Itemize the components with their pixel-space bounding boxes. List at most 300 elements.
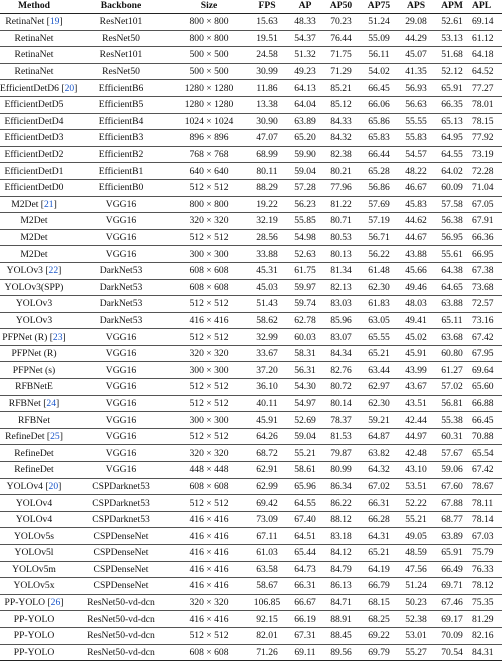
method-name: M2Det xyxy=(20,232,48,244)
table-row xyxy=(0,627,502,644)
cell-size: 512 × 512 xyxy=(172,379,246,396)
cell-ap75: 65.21 xyxy=(360,345,398,362)
cell-fps: 32.19 xyxy=(246,213,288,230)
cell-fps: 15.63 xyxy=(246,14,288,31)
cell-method: RFBNet [24] xyxy=(0,395,70,412)
cell-ap50: 78.37 xyxy=(322,412,360,429)
cell-aps: 44.67 xyxy=(398,229,434,246)
cell-method xyxy=(0,229,70,246)
cell-fps: 32.99 xyxy=(246,329,288,346)
method-name: PP-YOLO xyxy=(13,630,55,642)
cell-ap: 66.31 xyxy=(288,578,322,595)
cell-backbone: CSPDarknet53 xyxy=(70,495,172,512)
cell-fps: 62.99 xyxy=(246,478,288,495)
table-row xyxy=(0,528,502,545)
header-apm: APM xyxy=(434,0,470,14)
method-name: RFBNet xyxy=(8,397,41,409)
cell-fps: 88.29 xyxy=(246,179,288,196)
cell-fps: 13.38 xyxy=(246,96,288,113)
cell-fps: 58.62 xyxy=(246,312,288,329)
cell-ap50: 86.22 xyxy=(322,495,360,512)
cell-backbone: VGG16 xyxy=(70,412,172,429)
cell-apm: 64.02 xyxy=(434,163,470,180)
cell-size: 1280 × 1280 xyxy=(172,96,246,113)
cell-backbone: CSPDenseNet xyxy=(70,545,172,562)
table-row xyxy=(0,296,502,313)
cell-fps: 19.22 xyxy=(246,196,288,213)
cell-ap50: 86.34 xyxy=(322,478,360,495)
cell-aps: 52.22 xyxy=(398,495,434,512)
cell-ap75: 61.83 xyxy=(360,296,398,313)
cell-ap: 52.69 xyxy=(288,412,322,429)
cell-ap75: 62.30 xyxy=(360,395,398,412)
cell-ap50: 84.32 xyxy=(322,130,360,147)
cell-aps: 46.67 xyxy=(398,179,434,196)
cell-fps: 69.42 xyxy=(246,495,288,512)
cell-ap: 57.28 xyxy=(288,179,322,196)
cell-apm: 65.91 xyxy=(434,545,470,562)
cell-ap75: 56.22 xyxy=(360,246,398,263)
cell-method xyxy=(0,47,70,64)
cell-apl: 73.16 xyxy=(470,312,502,329)
cell-fps: 24.58 xyxy=(246,47,288,64)
table-row xyxy=(0,246,502,263)
cell-ap: 58.61 xyxy=(288,462,322,479)
header-ap75: AP75 xyxy=(360,0,398,14)
cell-size: 896 × 896 xyxy=(172,130,246,147)
table-row xyxy=(0,611,502,628)
cell-apm: 56.81 xyxy=(434,395,470,412)
cell-apl: 78.15 xyxy=(470,113,502,130)
cell-size: 640 × 640 xyxy=(172,163,246,180)
cell-backbone: VGG16 xyxy=(70,462,172,479)
method-name: RefineDet xyxy=(14,447,54,459)
cell-fps: 82.01 xyxy=(246,627,288,644)
cell-ap50: 84.34 xyxy=(322,345,360,362)
method-name: PFPNet (s) xyxy=(12,364,56,376)
cell-ap75: 61.48 xyxy=(360,262,398,279)
cell-apm: 69.71 xyxy=(434,578,470,595)
cell-size: 500 × 500 xyxy=(172,47,246,64)
cell-aps: 56.63 xyxy=(398,96,434,113)
cell-apm: 57.58 xyxy=(434,196,470,213)
cell-method xyxy=(0,30,70,47)
cell-ap50: 88.45 xyxy=(322,627,360,644)
citation-link[interactable]: 23 xyxy=(52,331,63,343)
cell-ap: 62.78 xyxy=(288,312,322,329)
cell-backbone: VGG16 xyxy=(70,379,172,396)
method-name: EfficientDetD2 xyxy=(4,149,64,161)
table-row xyxy=(0,428,502,445)
cell-aps: 55.83 xyxy=(398,130,434,147)
cell-apl: 78.01 xyxy=(470,96,502,113)
cell-aps: 43.51 xyxy=(398,395,434,412)
cell-fps: 71.26 xyxy=(246,644,288,661)
cell-fps: 67.11 xyxy=(246,528,288,545)
cell-fps: 106.85 xyxy=(246,594,288,611)
cell-size: 300 × 300 xyxy=(172,246,246,263)
method-name: RFBNet xyxy=(18,414,50,426)
table-row xyxy=(0,578,502,595)
cell-backbone: ResNet50-vd-dcn xyxy=(70,627,172,644)
table-row xyxy=(0,345,502,362)
table-row xyxy=(0,511,502,528)
cell-ap: 69.11 xyxy=(288,644,322,661)
cell-ap50: 83.18 xyxy=(322,528,360,545)
cell-apm: 64.38 xyxy=(434,262,470,279)
method-name: YOLOv5l xyxy=(14,547,54,559)
cell-size: 608 × 608 xyxy=(172,644,246,661)
table-row xyxy=(0,14,502,31)
cell-method xyxy=(0,246,70,263)
method-name: YOLOv3 xyxy=(15,314,53,326)
cell-aps: 43.67 xyxy=(398,379,434,396)
cell-aps: 48.59 xyxy=(398,545,434,562)
cell-ap50: 85.12 xyxy=(322,96,360,113)
cell-ap: 65.96 xyxy=(288,478,322,495)
cell-ap75: 65.83 xyxy=(360,130,398,147)
cell-backbone: EfficientB0 xyxy=(70,179,172,196)
cell-backbone: VGG16 xyxy=(70,345,172,362)
cell-apl: 81.29 xyxy=(470,611,502,628)
cell-ap50: 80.72 xyxy=(322,379,360,396)
cell-ap: 63.89 xyxy=(288,113,322,130)
method-name: RetinaNet xyxy=(14,32,54,44)
cell-apl: 65.60 xyxy=(470,379,502,396)
cell-backbone: VGG16 xyxy=(70,213,172,230)
cell-apm: 55.61 xyxy=(434,246,470,263)
table-row xyxy=(0,47,502,64)
cell-ap50: 77.96 xyxy=(322,179,360,196)
cell-apl: 66.95 xyxy=(470,246,502,263)
cell-backbone: CSPDarknet53 xyxy=(70,511,172,528)
cell-ap50: 84.79 xyxy=(322,561,360,578)
cell-ap: 59.90 xyxy=(288,146,322,163)
method-name: YOLOv4 xyxy=(6,480,43,492)
table-row xyxy=(0,395,502,412)
cell-ap50: 81.34 xyxy=(322,262,360,279)
cell-size: 320 × 320 xyxy=(172,345,246,362)
cell-ap: 54.98 xyxy=(288,229,322,246)
table-row xyxy=(0,594,502,611)
table-row xyxy=(0,312,502,329)
cell-ap50: 80.14 xyxy=(322,395,360,412)
cell-method xyxy=(0,379,70,396)
table-row xyxy=(0,262,502,279)
header-fps: FPS xyxy=(246,0,288,14)
cell-size: 512 × 512 xyxy=(172,329,246,346)
cell-backbone: CSPDarknet53 xyxy=(70,478,172,495)
cell-size: 416 × 416 xyxy=(172,578,246,595)
cell-apl: 65.54 xyxy=(470,445,502,462)
cell-method xyxy=(0,312,70,329)
cell-method xyxy=(0,511,70,528)
cell-apm: 67.88 xyxy=(434,495,470,512)
cell-backbone: ResNet101 xyxy=(70,14,172,31)
table-body xyxy=(0,14,502,661)
cell-method xyxy=(0,627,70,644)
cell-ap50: 80.99 xyxy=(322,462,360,479)
cell-ap50: 82.76 xyxy=(322,362,360,379)
cell-fps: 68.72 xyxy=(246,445,288,462)
table-row xyxy=(0,445,502,462)
cell-method xyxy=(0,578,70,595)
cell-size: 512 × 512 xyxy=(172,395,246,412)
cell-ap50: 89.56 xyxy=(322,644,360,661)
cell-aps: 45.66 xyxy=(398,262,434,279)
cell-backbone: VGG16 xyxy=(70,229,172,246)
cell-size: 416 × 416 xyxy=(172,511,246,528)
cell-apm: 66.49 xyxy=(434,561,470,578)
cell-apl: 67.05 xyxy=(470,196,502,213)
method-name: PP-YOLO xyxy=(4,597,46,609)
cell-size: 512 × 512 xyxy=(172,179,246,196)
cell-aps: 49.41 xyxy=(398,312,434,329)
cell-backbone: EfficientB3 xyxy=(70,130,172,147)
cell-apm: 52.12 xyxy=(434,63,470,80)
cell-fps: 45.03 xyxy=(246,279,288,296)
cell-backbone: VGG16 xyxy=(70,329,172,346)
cell-apl: 84.31 xyxy=(470,644,502,661)
cell-size: 512 × 512 xyxy=(172,229,246,246)
cell-backbone: VGG16 xyxy=(70,445,172,462)
cell-backbone: DarkNet53 xyxy=(70,296,172,313)
cell-apl: 72.28 xyxy=(470,163,502,180)
cell-method xyxy=(0,561,70,578)
header-size: Size xyxy=(172,0,246,14)
cell-apm: 59.06 xyxy=(434,462,470,479)
cell-apm: 53.13 xyxy=(434,30,470,47)
citation-link[interactable]: 21 xyxy=(43,198,54,210)
cell-backbone: EfficientB2 xyxy=(70,146,172,163)
cell-size: 416 × 416 xyxy=(172,545,246,562)
cell-size: 608 × 608 xyxy=(172,478,246,495)
cell-apm: 68.77 xyxy=(434,511,470,528)
cell-size: 320 × 320 xyxy=(172,594,246,611)
table-row xyxy=(0,644,502,661)
method-name: PP-YOLO xyxy=(13,613,55,625)
method-name: RetinaNet xyxy=(14,49,54,61)
cell-ap: 51.32 xyxy=(288,47,322,64)
cell-size: 800 × 800 xyxy=(172,14,246,31)
cell-aps: 44.97 xyxy=(398,428,434,445)
cell-ap50: 82.38 xyxy=(322,146,360,163)
cell-backbone: ResNet50 xyxy=(70,63,172,80)
cell-ap: 66.67 xyxy=(288,594,322,611)
cell-size: 800 × 800 xyxy=(172,196,246,213)
cell-apl: 66.36 xyxy=(470,229,502,246)
cell-backbone: CSPDenseNet xyxy=(70,528,172,545)
cell-ap50: 84.33 xyxy=(322,113,360,130)
cell-ap: 67.31 xyxy=(288,627,322,644)
cell-size: 320 × 320 xyxy=(172,445,246,462)
cell-apl: 66.45 xyxy=(470,412,502,429)
cell-ap75: 69.22 xyxy=(360,627,398,644)
cell-fps: 68.99 xyxy=(246,146,288,163)
cell-size: 608 × 608 xyxy=(172,279,246,296)
cell-apm: 63.88 xyxy=(434,296,470,313)
cell-apl: 77.27 xyxy=(470,80,502,97)
method-name: M2Det xyxy=(20,248,48,260)
cell-fps: 33.67 xyxy=(246,345,288,362)
cell-ap75: 66.44 xyxy=(360,146,398,163)
header-ap50: AP50 xyxy=(322,0,360,14)
cell-ap50: 80.21 xyxy=(322,163,360,180)
method-name: RetinaNet xyxy=(14,66,54,78)
citation-link[interactable]: 20 xyxy=(48,480,59,492)
cell-aps: 42.48 xyxy=(398,445,434,462)
cell-ap75: 65.86 xyxy=(360,113,398,130)
cell-size: 416 × 416 xyxy=(172,611,246,628)
citation-link[interactable]: 25 xyxy=(50,431,60,443)
cell-aps: 49.46 xyxy=(398,279,434,296)
cell-backbone: VGG16 xyxy=(70,395,172,412)
cell-ap75: 68.15 xyxy=(360,594,398,611)
cell-ap50: 71.75 xyxy=(322,47,360,64)
table-row xyxy=(0,495,502,512)
cell-ap75: 57.69 xyxy=(360,196,398,213)
cell-method xyxy=(0,644,70,661)
cell-ap: 64.55 xyxy=(288,495,322,512)
cell-apm: 55.38 xyxy=(434,412,470,429)
cell-fps: 45.91 xyxy=(246,412,288,429)
cell-ap75: 65.28 xyxy=(360,163,398,180)
citation-link[interactable]: 20 xyxy=(64,82,75,94)
cell-backbone: EfficientB4 xyxy=(70,113,172,130)
cell-ap: 65.44 xyxy=(288,545,322,562)
cell-aps: 55.55 xyxy=(398,113,434,130)
cell-size: 416 × 416 xyxy=(172,561,246,578)
citation-link[interactable]: 24 xyxy=(46,397,56,409)
header-method: Method xyxy=(0,0,70,14)
cell-backbone: DarkNet53 xyxy=(70,262,172,279)
cell-ap50: 85.96 xyxy=(322,312,360,329)
cell-ap50: 82.13 xyxy=(322,279,360,296)
cell-apm: 64.95 xyxy=(434,130,470,147)
cell-fps: 62.91 xyxy=(246,462,288,479)
table-row xyxy=(0,561,502,578)
table-row xyxy=(0,63,502,80)
method-name: EfficientDetD0 xyxy=(4,182,64,194)
cell-apl: 67.95 xyxy=(470,345,502,362)
cell-ap75: 64.87 xyxy=(360,428,398,445)
table-row xyxy=(0,179,502,196)
cell-apm: 65.11 xyxy=(434,312,470,329)
cell-backbone: EfficientB1 xyxy=(70,163,172,180)
cell-aps: 43.99 xyxy=(398,362,434,379)
cell-ap: 64.13 xyxy=(288,80,322,97)
cell-ap75: 63.44 xyxy=(360,362,398,379)
header-aps: APS xyxy=(398,0,434,14)
cell-fps: 80.11 xyxy=(246,163,288,180)
cell-size: 512 × 512 xyxy=(172,627,246,644)
cell-apl: 72.57 xyxy=(470,296,502,313)
method-name: YOLOv4 xyxy=(15,514,53,526)
cell-size: 512 × 512 xyxy=(172,428,246,445)
citation-link[interactable]: 26 xyxy=(50,597,61,609)
cell-method xyxy=(0,545,70,562)
method-name: EfficientDetD6 xyxy=(0,82,59,94)
cell-apl: 66.88 xyxy=(470,395,502,412)
cell-ap75: 64.31 xyxy=(360,528,398,545)
cell-apm: 63.68 xyxy=(434,329,470,346)
cell-ap75: 66.31 xyxy=(360,495,398,512)
cell-apl: 78.67 xyxy=(470,478,502,495)
cell-apl: 64.18 xyxy=(470,47,502,64)
cell-fps: 30.90 xyxy=(246,113,288,130)
citation-link[interactable]: 19 xyxy=(49,16,60,28)
cell-backbone: EfficientB5 xyxy=(70,96,172,113)
cell-apm: 56.95 xyxy=(434,229,470,246)
cell-apl: 61.12 xyxy=(470,30,502,47)
table-row xyxy=(0,478,502,495)
cell-apl: 82.16 xyxy=(470,627,502,644)
cell-ap75: 66.45 xyxy=(360,80,398,97)
cell-fps: 51.43 xyxy=(246,296,288,313)
cell-apm: 60.31 xyxy=(434,428,470,445)
cell-apl: 70.88 xyxy=(470,428,502,445)
cell-method: RefineDet [25] xyxy=(0,428,70,445)
citation-link[interactable]: 22 xyxy=(48,265,59,277)
method-name: RefineDet xyxy=(14,464,54,476)
table-row xyxy=(0,229,502,246)
cell-aps: 54.57 xyxy=(398,146,434,163)
cell-backbone: ResNet50 xyxy=(70,30,172,47)
cell-apl: 67.91 xyxy=(470,213,502,230)
table-row xyxy=(0,196,502,213)
cell-method xyxy=(0,96,70,113)
cell-aps: 45.07 xyxy=(398,47,434,64)
cell-size: 1024 × 1024 xyxy=(172,113,246,130)
cell-aps: 43.10 xyxy=(398,462,434,479)
cell-ap75: 63.82 xyxy=(360,445,398,462)
cell-size: 1280 × 1280 xyxy=(172,80,246,97)
cell-fps: 61.03 xyxy=(246,545,288,562)
cell-method xyxy=(0,362,70,379)
cell-ap50: 83.07 xyxy=(322,329,360,346)
cell-method xyxy=(0,462,70,479)
cell-aps: 51.24 xyxy=(398,578,434,595)
method-name: PFPNet (R) xyxy=(11,348,57,360)
table-row xyxy=(0,545,502,562)
method-name: EfficientDetD5 xyxy=(4,99,64,111)
cell-apl: 78.14 xyxy=(470,511,502,528)
cell-size: 500 × 500 xyxy=(172,63,246,80)
cell-ap: 54.97 xyxy=(288,395,322,412)
cell-apm: 52.61 xyxy=(434,14,470,31)
cell-fps: 47.07 xyxy=(246,130,288,147)
header-backbone: Backbone xyxy=(70,0,172,14)
cell-ap: 49.23 xyxy=(288,63,322,80)
method-name: YOLOv3 xyxy=(15,298,53,310)
cell-aps: 52.38 xyxy=(398,611,434,628)
cell-aps: 45.83 xyxy=(398,196,434,213)
cell-aps: 56.93 xyxy=(398,80,434,97)
cell-apm: 69.17 xyxy=(434,611,470,628)
cell-method xyxy=(0,495,70,512)
cell-method xyxy=(0,130,70,147)
cell-method xyxy=(0,163,70,180)
cell-fps: 58.67 xyxy=(246,578,288,595)
cell-ap75: 56.71 xyxy=(360,229,398,246)
cell-backbone: EfficientB6 xyxy=(70,80,172,97)
table-row xyxy=(0,462,502,479)
cell-ap50: 79.87 xyxy=(322,445,360,462)
table-row xyxy=(0,163,502,180)
cell-apm: 67.46 xyxy=(434,594,470,611)
cell-apm: 64.65 xyxy=(434,279,470,296)
cell-ap: 55.85 xyxy=(288,213,322,230)
